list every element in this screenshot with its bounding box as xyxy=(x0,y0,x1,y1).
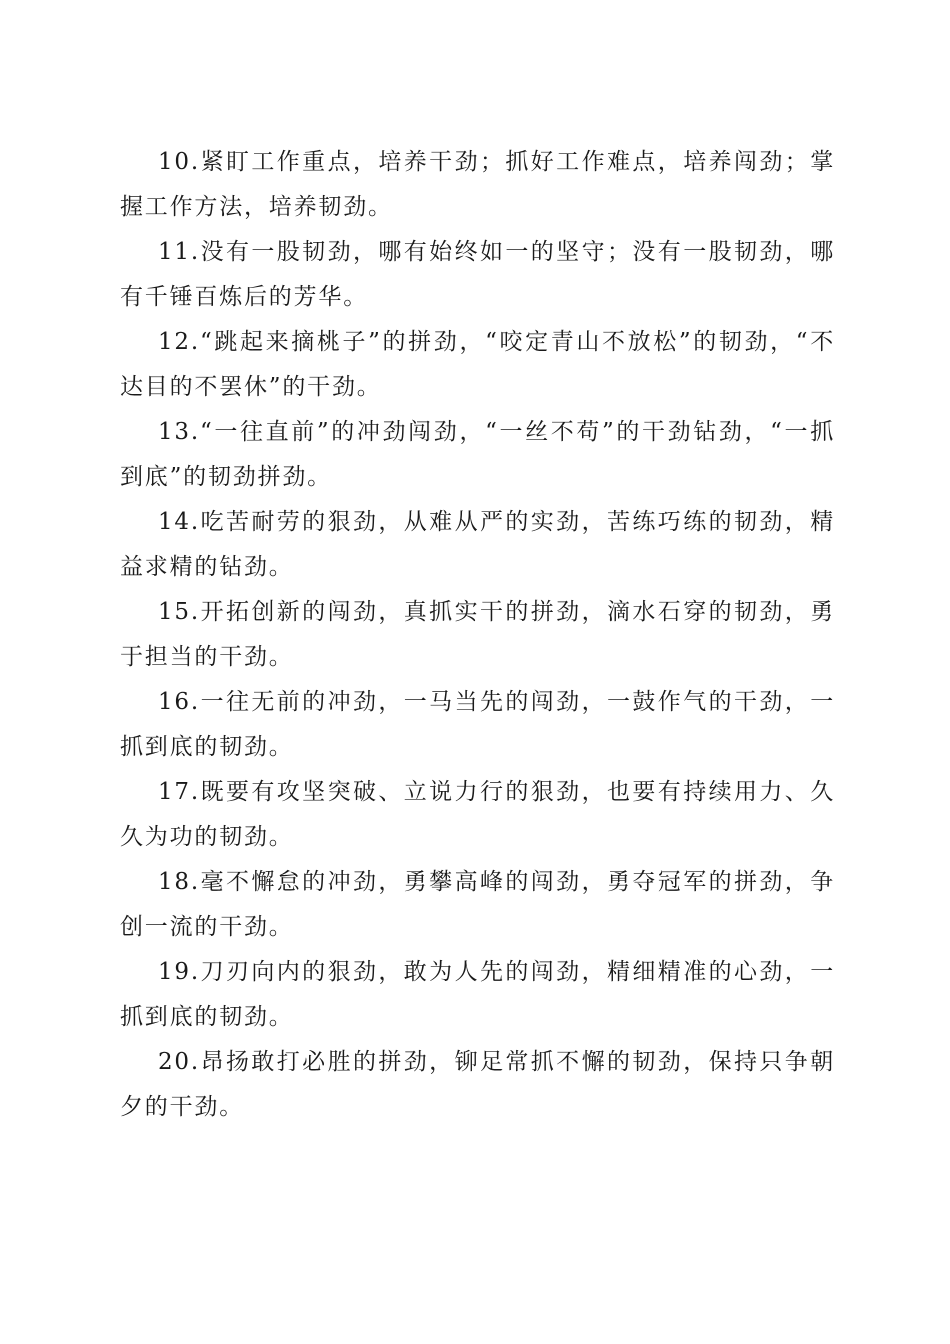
document-body xyxy=(120,140,835,1130)
paragraph-20: 20.昂扬敢打必胜的拼劲，铆足常抓不懈的韧劲，保持只争朝夕的干劲。 xyxy=(120,1049,835,1120)
paragraph-16: 16.一往无前的冲劲，一马当先的闯劲，一鼓作气的干劲，一抓到底的韧劲。 xyxy=(120,689,835,760)
paragraph-14: 14.吃苦耐劳的狠劲，从难从严的实劲，苦练巧练的韧劲，精益求精的钻劲。 xyxy=(120,509,835,580)
paragraph-11: 11.没有一股韧劲，哪有始终如一的坚守；没有一股韧劲，哪有千锤百炼后的芳华。 xyxy=(120,239,835,310)
paragraph-17: 17.既要有攻坚突破、立说力行的狠劲，也要有持续用力、久久为功的韧劲。 xyxy=(120,779,835,850)
paragraph-19: 19.刀刃向内的狠劲，敢为人先的闯劲，精细精准的心劲，一抓到底的韧劲。 xyxy=(120,959,835,1030)
paragraph-10: 10.紧盯工作重点，培养干劲；抓好工作难点，培养闯劲；掌握工作方法，培养韧劲。 xyxy=(120,149,835,220)
paragraph-13: 13.“一往直前”的冲劲闯劲，“一丝不苟”的干劲钻劲，“一抓到底”的韧劲拼劲。 xyxy=(120,419,835,490)
paragraph-15: 15.开拓创新的闯劲，真抓实干的拼劲，滴水石穿的韧劲，勇于担当的干劲。 xyxy=(120,599,835,670)
paragraph-12: 12.“跳起来摘桃子”的拼劲，“咬定青山不放松”的韧劲，“不达目的不罢休”的干劲。 xyxy=(120,329,835,400)
paragraph-18: 18.毫不懈怠的冲劲，勇攀高峰的闯劲，勇夺冠军的拼劲，争创一流的干劲。 xyxy=(120,869,835,940)
